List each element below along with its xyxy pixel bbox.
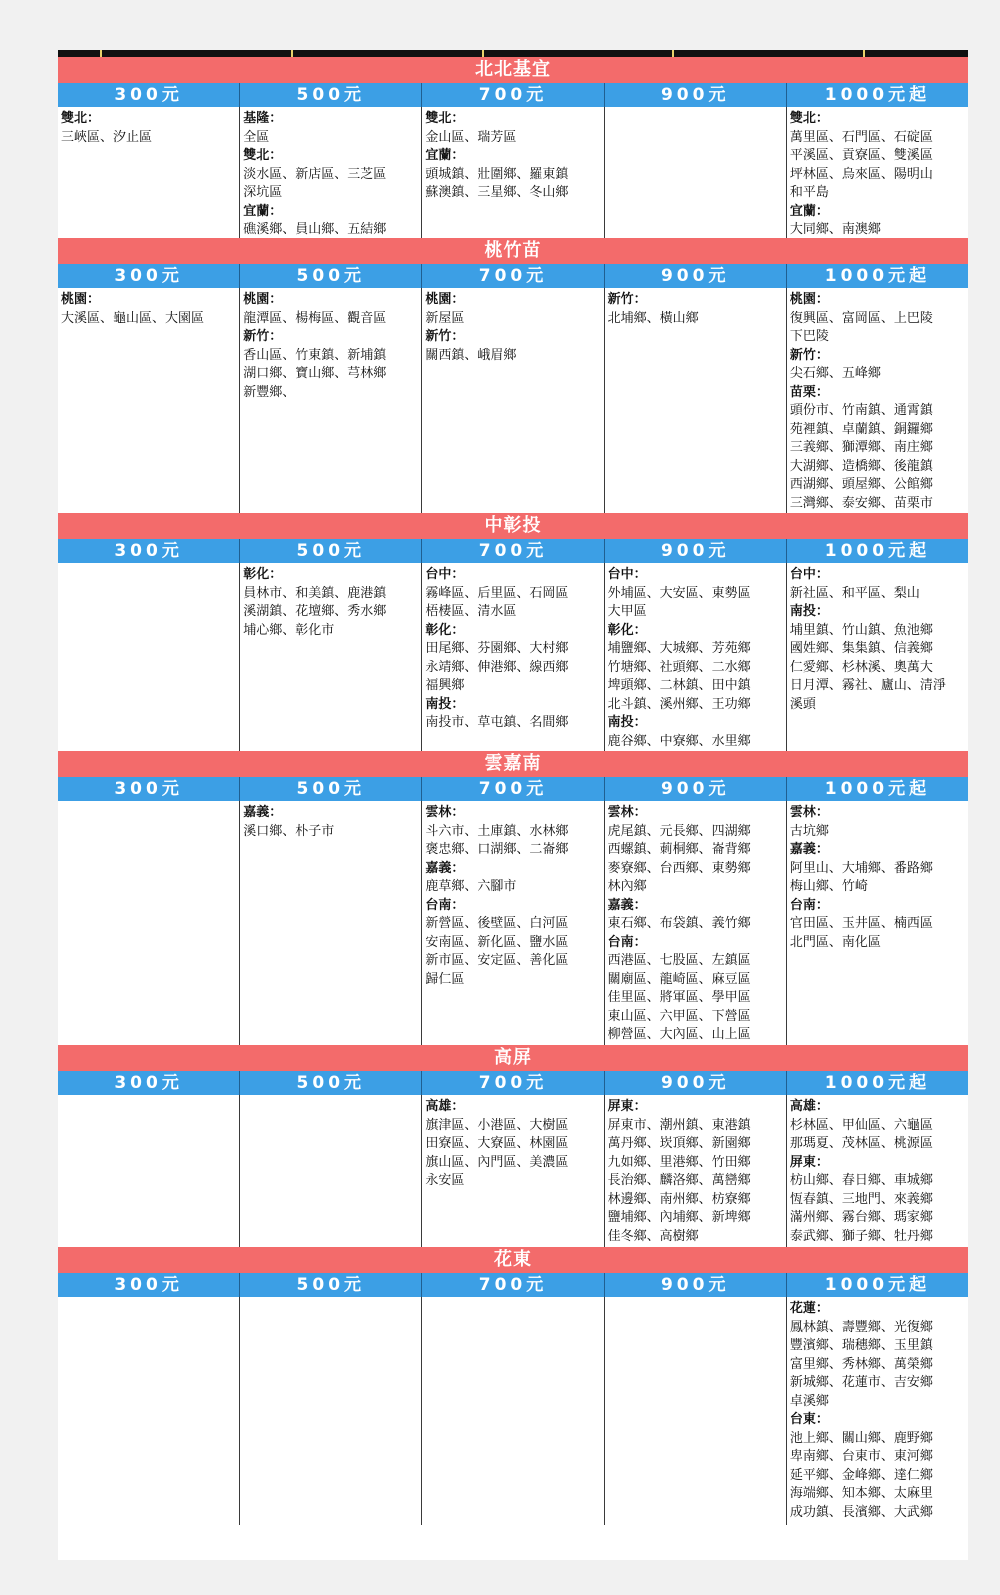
district-list-line: 溪口鄉、朴子市 (243, 823, 335, 839)
city-label: 屏東： (789, 1154, 829, 1170)
price-tier-label: 300元 (58, 539, 240, 563)
price-tier-cell (240, 288, 422, 513)
district-list-line: 梧棲區、清水區 (425, 604, 517, 619)
district-list-line: 北門區、南化區 (789, 934, 881, 950)
district-list-line: 九如鄉、里港鄉、竹田鄉 (607, 1154, 751, 1170)
district-list-line: 萬丹鄉、崁頂鄉、新園鄉 (607, 1136, 751, 1151)
price-tier-label: 500元 (240, 1071, 422, 1095)
district-list-line: 歸仁區 (425, 971, 465, 987)
city-label: 新竹： (789, 347, 829, 363)
district-list-line: 員林市、和美鎮、鹿港鎮 (243, 585, 387, 601)
city-label: 台中： (425, 567, 465, 582)
price-tier-cell (240, 1297, 422, 1525)
price-tier-label: 1000元起 (787, 1071, 968, 1095)
price-tier-cell (240, 801, 422, 1045)
city-label: 嘉義： (425, 860, 465, 876)
city-label: 彰化： (425, 622, 465, 638)
city-label: 雲林： (607, 805, 647, 820)
district-list-line: 麥寮鄉、台西鄉、東勢鄉 (607, 860, 751, 876)
price-tier-label: 1000元起 (787, 264, 968, 288)
district-list-line: 林邊鄉、南州鄉、枋寮鄉 (607, 1191, 751, 1207)
district-list-line: 北斗鎮、溪州鄉、王功鄉 (607, 696, 751, 712)
district-list-line: 卑南鄉、台東市、東河鄉 (789, 1449, 933, 1464)
price-tier-cell (422, 563, 604, 751)
price-tier-cell (605, 1297, 787, 1525)
district-list-line: 西湖鄉、頭屋鄉、公館鄉 (789, 477, 933, 492)
district-list-line: 頭城鎮、壯圍鄉、羅東鎮 (425, 166, 569, 182)
district-list-line: 西港區、七股區、左鎮區 (607, 953, 751, 968)
district-list-line: 鹿谷鄉、中寮鄉、水里鄉 (607, 733, 751, 749)
price-tier-cell (422, 288, 604, 513)
district-list-line: 阿里山、大埔鄉、番路鄉 (789, 860, 933, 876)
district-list-line: 三峽區、汐止區 (61, 129, 153, 145)
district-list-line: 永靖鄉、伸港鄉、線西鄉 (425, 659, 569, 675)
price-header-row (58, 83, 968, 107)
district-list-line: 柳營區、大內區、山上區 (607, 1027, 751, 1042)
city-label: 南投： (425, 696, 465, 712)
city-label: 台東： (789, 1412, 829, 1427)
district-list-line: 坪林區、烏來區、陽明山 (789, 166, 933, 182)
region-header: 北北基宜 (58, 57, 968, 83)
district-list-line: 金山區、瑞芳區 (425, 129, 517, 145)
district-list-line: 富里鄉、秀林鄉、萬榮鄉 (789, 1356, 933, 1372)
district-list-line: 鹿草鄉、六腳市 (425, 879, 517, 894)
district-list-line: 和平島 (789, 185, 829, 200)
district-list-line: 恆春鎮、三地門、來義鄉 (789, 1191, 933, 1207)
price-tier-cell (422, 1297, 604, 1525)
price-tier-label: 700元 (422, 1273, 604, 1297)
price-tier-label: 1000元起 (787, 539, 968, 563)
price-tier-cell (605, 288, 787, 513)
district-list-line: 佳冬鄉、高樹鄉 (607, 1228, 699, 1244)
district-list-line: 池上鄉、關山鄉、鹿野鄉 (789, 1430, 933, 1446)
price-tier-cell (58, 801, 240, 1045)
price-header-row (58, 1273, 968, 1297)
district-list-line: 日月潭、霧社、廬山、清淨 (789, 678, 946, 693)
district-list-line: 新城鄉、花蓮市、吉安鄉 (789, 1375, 933, 1390)
city-label: 雙北： (789, 111, 829, 126)
district-list-line: 鹽埔鄉、內埔鄉、新埤鄉 (607, 1210, 751, 1225)
district-list-line: 褒忠鄉、口湖鄉、二崙鄉 (425, 842, 569, 857)
price-tier-cell (787, 563, 968, 751)
price-tier-cell (58, 563, 240, 751)
price-header-row (58, 264, 968, 288)
regions-container (58, 57, 968, 1525)
city-label: 雲林： (789, 805, 829, 820)
region-header: 花東 (58, 1247, 968, 1273)
district-list-line: 田尾鄉、芬園鄉、大村鄉 (425, 641, 569, 656)
price-tier-cell (58, 288, 240, 513)
district-list-line: 官田區、玉井區、楠西區 (789, 916, 933, 931)
price-header-row (58, 1071, 968, 1095)
price-tier-cell (240, 1095, 422, 1247)
city-label: 台中： (789, 567, 829, 582)
price-tier-cell (787, 801, 968, 1045)
price-tier-cell (58, 1095, 240, 1247)
price-tier-cell (605, 107, 787, 238)
district-list-line: 豐濱鄉、瑞穗鄉、玉里鎮 (789, 1338, 933, 1353)
district-list-line: 田寮區、大寮區、林園區 (425, 1136, 569, 1151)
district-list-line: 新市區、安定區、善化區 (425, 953, 569, 968)
district-list-line: 海端鄉、知本鄉、太麻里 (789, 1486, 933, 1501)
price-tier-cell (787, 1095, 968, 1247)
district-list-line: 新屋區 (425, 310, 465, 326)
district-list-line: 仁愛鄉、杉林溪、奧萬大 (789, 659, 933, 675)
city-label: 桃園： (61, 292, 101, 307)
district-list-line: 長治鄉、麟洛鄉、萬巒鄉 (607, 1173, 751, 1188)
city-label: 台南： (425, 897, 465, 913)
border-tick (863, 50, 865, 57)
city-label: 高雄： (425, 1099, 465, 1114)
district-list-line: 尖石鄉、五峰鄉 (789, 366, 881, 381)
district-list-line: 大同鄉、南澳鄉 (789, 222, 881, 237)
price-tier-label: 900元 (605, 264, 787, 288)
border-tick (672, 50, 674, 57)
district-list-line: 埔里鎮、竹山鎮、魚池鄉 (789, 622, 933, 638)
price-tier-label: 300元 (58, 1273, 240, 1297)
district-list-line: 福興鄉 (425, 678, 465, 693)
district-list-line: 東石鄉、布袋鎮、義竹鄉 (607, 916, 751, 931)
district-list-line: 礁溪鄉、員山鄉、五結鄉 (243, 222, 387, 237)
city-label: 宜蘭： (243, 203, 283, 219)
district-list-line: 杉林區、甲仙區、六龜區 (789, 1117, 933, 1133)
region-cells-row (58, 107, 968, 238)
price-header-row (58, 777, 968, 801)
price-tier-label: 700元 (422, 264, 604, 288)
price-tier-label: 700元 (422, 1071, 604, 1095)
district-list-line: 東山區、六甲區、下營區 (607, 1008, 751, 1024)
city-label: 屏東： (607, 1099, 647, 1114)
district-list-line: 淡水區、新店區、三芝區 (243, 166, 387, 182)
price-tier-label: 300元 (58, 83, 240, 107)
city-label: 花蓮： (789, 1301, 829, 1316)
district-list-line: 鳳林鎮、壽豐鄉、光復鄉 (789, 1319, 933, 1335)
district-list-line: 下巴陵 (789, 329, 829, 344)
border-tick (100, 50, 102, 57)
district-list-line: 大湖鄉、造橋鄉、後龍鎮 (789, 458, 933, 474)
price-tier-label: 700元 (422, 83, 604, 107)
price-tier-label: 500元 (240, 264, 422, 288)
district-list-line: 林內鄉 (607, 879, 647, 894)
city-label: 高雄： (789, 1099, 829, 1114)
district-list-line: 三義鄉、獅潭鄉、南庄鄉 (789, 440, 933, 455)
price-tier-cell (787, 288, 968, 513)
city-label: 嘉義： (789, 842, 829, 857)
price-tier-label: 500元 (240, 1273, 422, 1297)
district-list-line: 古坑鄉 (789, 823, 829, 839)
district-list-line: 虎尾鎮、元長鄉、四湖鄉 (607, 823, 751, 839)
district-list-line: 旗山區、內門區、美濃區 (425, 1154, 569, 1170)
price-tier-label: 900元 (605, 777, 787, 801)
price-tier-cell (422, 107, 604, 238)
region-cells-row (58, 1297, 968, 1525)
district-list-line: 埤頭鄉、二林鎮、田中鎮 (607, 678, 751, 693)
price-tier-cell (605, 1095, 787, 1247)
top-border (58, 50, 968, 57)
district-list-line: 埔鹽鄉、大城鄉、芳苑鄉 (607, 641, 751, 656)
district-list-line: 延平鄉、金峰鄉、達仁鄉 (789, 1467, 933, 1483)
district-list-line: 頭份市、竹南鎮、通霄鎮 (789, 403, 933, 418)
region-header: 高屏 (58, 1045, 968, 1071)
district-list-line: 旗津區、小港區、大樹區 (425, 1117, 569, 1133)
city-label: 雙北： (425, 111, 465, 126)
shipping-fee-table (58, 50, 968, 1560)
price-header-row (58, 539, 968, 563)
district-list-line: 那瑪夏、茂林區、桃源區 (789, 1136, 933, 1151)
price-tier-cell (58, 1297, 240, 1525)
city-label: 台南： (789, 897, 829, 913)
district-list-line: 復興區、富岡區、上巴陵 (789, 310, 933, 326)
district-list-line: 南投市、草屯鎮、名間鄉 (425, 715, 569, 730)
district-list-line: 枋山鄉、春日鄉、車城鄉 (789, 1173, 933, 1188)
district-list-line: 埔心鄉、彰化市 (243, 622, 335, 638)
region-header: 雲嘉南 (58, 751, 968, 777)
district-list-line: 永安區 (425, 1173, 465, 1188)
city-label: 雲林： (425, 805, 465, 820)
district-list-line: 西螺鎮、莿桐鄉、崙背鄉 (607, 842, 751, 857)
price-tier-cell (605, 563, 787, 751)
district-list-line: 霧峰區、后里區、石岡區 (425, 585, 569, 601)
price-tier-label: 700元 (422, 777, 604, 801)
border-tick (482, 50, 484, 57)
city-label: 新竹： (243, 329, 283, 344)
district-list-line: 大甲區 (607, 604, 647, 619)
district-list-line: 香山區、竹東鎮、新埔鎮 (243, 347, 387, 363)
district-list-line: 新營區、後壁區、白河區 (425, 916, 569, 931)
district-list-line: 成功鎮、長濱鄉、大武鄉 (789, 1504, 933, 1520)
price-tier-label: 700元 (422, 539, 604, 563)
price-tier-label: 300元 (58, 1071, 240, 1095)
district-list-line: 大溪區、龜山區、大園區 (61, 310, 205, 326)
price-tier-cell (240, 107, 422, 238)
price-tier-label: 900元 (605, 539, 787, 563)
district-list-line: 佳里區、將軍區、學甲區 (607, 990, 751, 1005)
city-label: 嘉義： (607, 897, 647, 913)
price-tier-cell (605, 801, 787, 1045)
city-label: 桃園： (789, 292, 829, 307)
city-label: 新竹： (607, 292, 647, 307)
price-tier-cell (422, 801, 604, 1045)
price-tier-cell (58, 107, 240, 238)
district-list-line: 全區 (243, 129, 270, 145)
city-label: 南投： (789, 604, 829, 619)
region-cells-row (58, 1095, 968, 1247)
district-list-line: 深坑區 (243, 185, 283, 200)
district-list-line: 萬里區、石門區、石碇區 (789, 129, 933, 145)
price-tier-cell (422, 1095, 604, 1247)
price-tier-label: 900元 (605, 83, 787, 107)
city-label: 苗栗： (789, 384, 829, 400)
city-label: 台南： (607, 934, 647, 950)
city-label: 彰化： (243, 567, 283, 582)
price-tier-label: 300元 (58, 777, 240, 801)
price-tier-label: 900元 (605, 1071, 787, 1095)
city-label: 彰化： (607, 622, 647, 638)
price-tier-cell (240, 563, 422, 751)
district-list-line: 梅山鄉、竹崎 (789, 879, 868, 894)
district-list-line: 三灣鄉、泰安鄉、苗栗市 (789, 495, 933, 511)
district-list-line: 竹塘鄉、社頭鄉、二水鄉 (607, 659, 751, 675)
district-list-line: 苑裡鎮、卓蘭鎮、銅鑼鄉 (789, 421, 933, 437)
district-list-line: 關西鎮、峨眉鄉 (425, 347, 517, 363)
district-list-line: 泰武鄉、獅子鄉、牡丹鄉 (789, 1228, 933, 1244)
price-tier-label: 500元 (240, 83, 422, 107)
district-list-line: 斗六市、土庫鎮、水林鄉 (425, 823, 569, 839)
city-label: 嘉義： (243, 805, 283, 820)
district-list-line: 卓溪鄉 (789, 1393, 829, 1409)
district-list-line: 國姓鄉、集集鎮、信義鄉 (789, 641, 933, 656)
region-cells-row (58, 801, 968, 1045)
district-list-line: 龍潭區、楊梅區、觀音區 (243, 310, 387, 326)
price-tier-label: 500元 (240, 539, 422, 563)
district-list-line: 新豐鄉、 (243, 384, 296, 400)
district-list-line: 滿州鄉、霧台鄉、瑪家鄉 (789, 1210, 933, 1225)
district-list-line: 屏東市、潮州鎮、東港鎮 (607, 1117, 751, 1133)
city-label: 宜蘭： (425, 148, 465, 163)
region-cells-row (58, 563, 968, 751)
city-label: 新竹： (425, 329, 465, 344)
district-list-line: 平溪區、貢寮區、雙溪區 (789, 148, 933, 163)
district-list-line: 北埔鄉、橫山鄉 (607, 310, 699, 326)
price-tier-label: 500元 (240, 777, 422, 801)
district-list-line: 關廟區、龍崎區、麻豆區 (607, 971, 751, 987)
city-label: 宜蘭： (789, 203, 829, 219)
district-list-line: 湖口鄉、寶山鄉、芎林鄉 (243, 366, 387, 381)
district-list-line: 外埔區、大安區、東勢區 (607, 585, 751, 601)
city-label: 台中： (607, 567, 647, 582)
price-tier-label: 1000元起 (787, 83, 968, 107)
region-cells-row (58, 288, 968, 513)
city-label: 南投： (607, 715, 647, 730)
region-header: 中彰投 (58, 513, 968, 539)
district-list-line: 溪頭 (789, 696, 816, 712)
price-tier-label: 1000元起 (787, 1273, 968, 1297)
price-tier-label: 300元 (58, 264, 240, 288)
price-tier-label: 900元 (605, 1273, 787, 1297)
city-label: 雙北： (61, 111, 101, 126)
district-list-line: 溪湖鎮、花壇鄉、秀水鄉 (243, 604, 387, 619)
city-label: 雙北： (243, 148, 283, 163)
border-tick (291, 50, 293, 57)
district-list-line: 新社區、和平區、梨山 (789, 585, 920, 601)
district-list-line: 安南區、新化區、鹽水區 (425, 934, 569, 950)
price-tier-cell (787, 107, 968, 238)
region-header: 桃竹苗 (58, 238, 968, 264)
district-list-line: 蘇澳鎮、三星鄉、冬山鄉 (425, 185, 569, 200)
city-label: 基隆： (243, 111, 283, 126)
price-tier-label: 1000元起 (787, 777, 968, 801)
city-label: 桃園： (243, 292, 283, 307)
price-tier-cell (787, 1297, 968, 1525)
city-label: 桃園： (425, 292, 465, 307)
